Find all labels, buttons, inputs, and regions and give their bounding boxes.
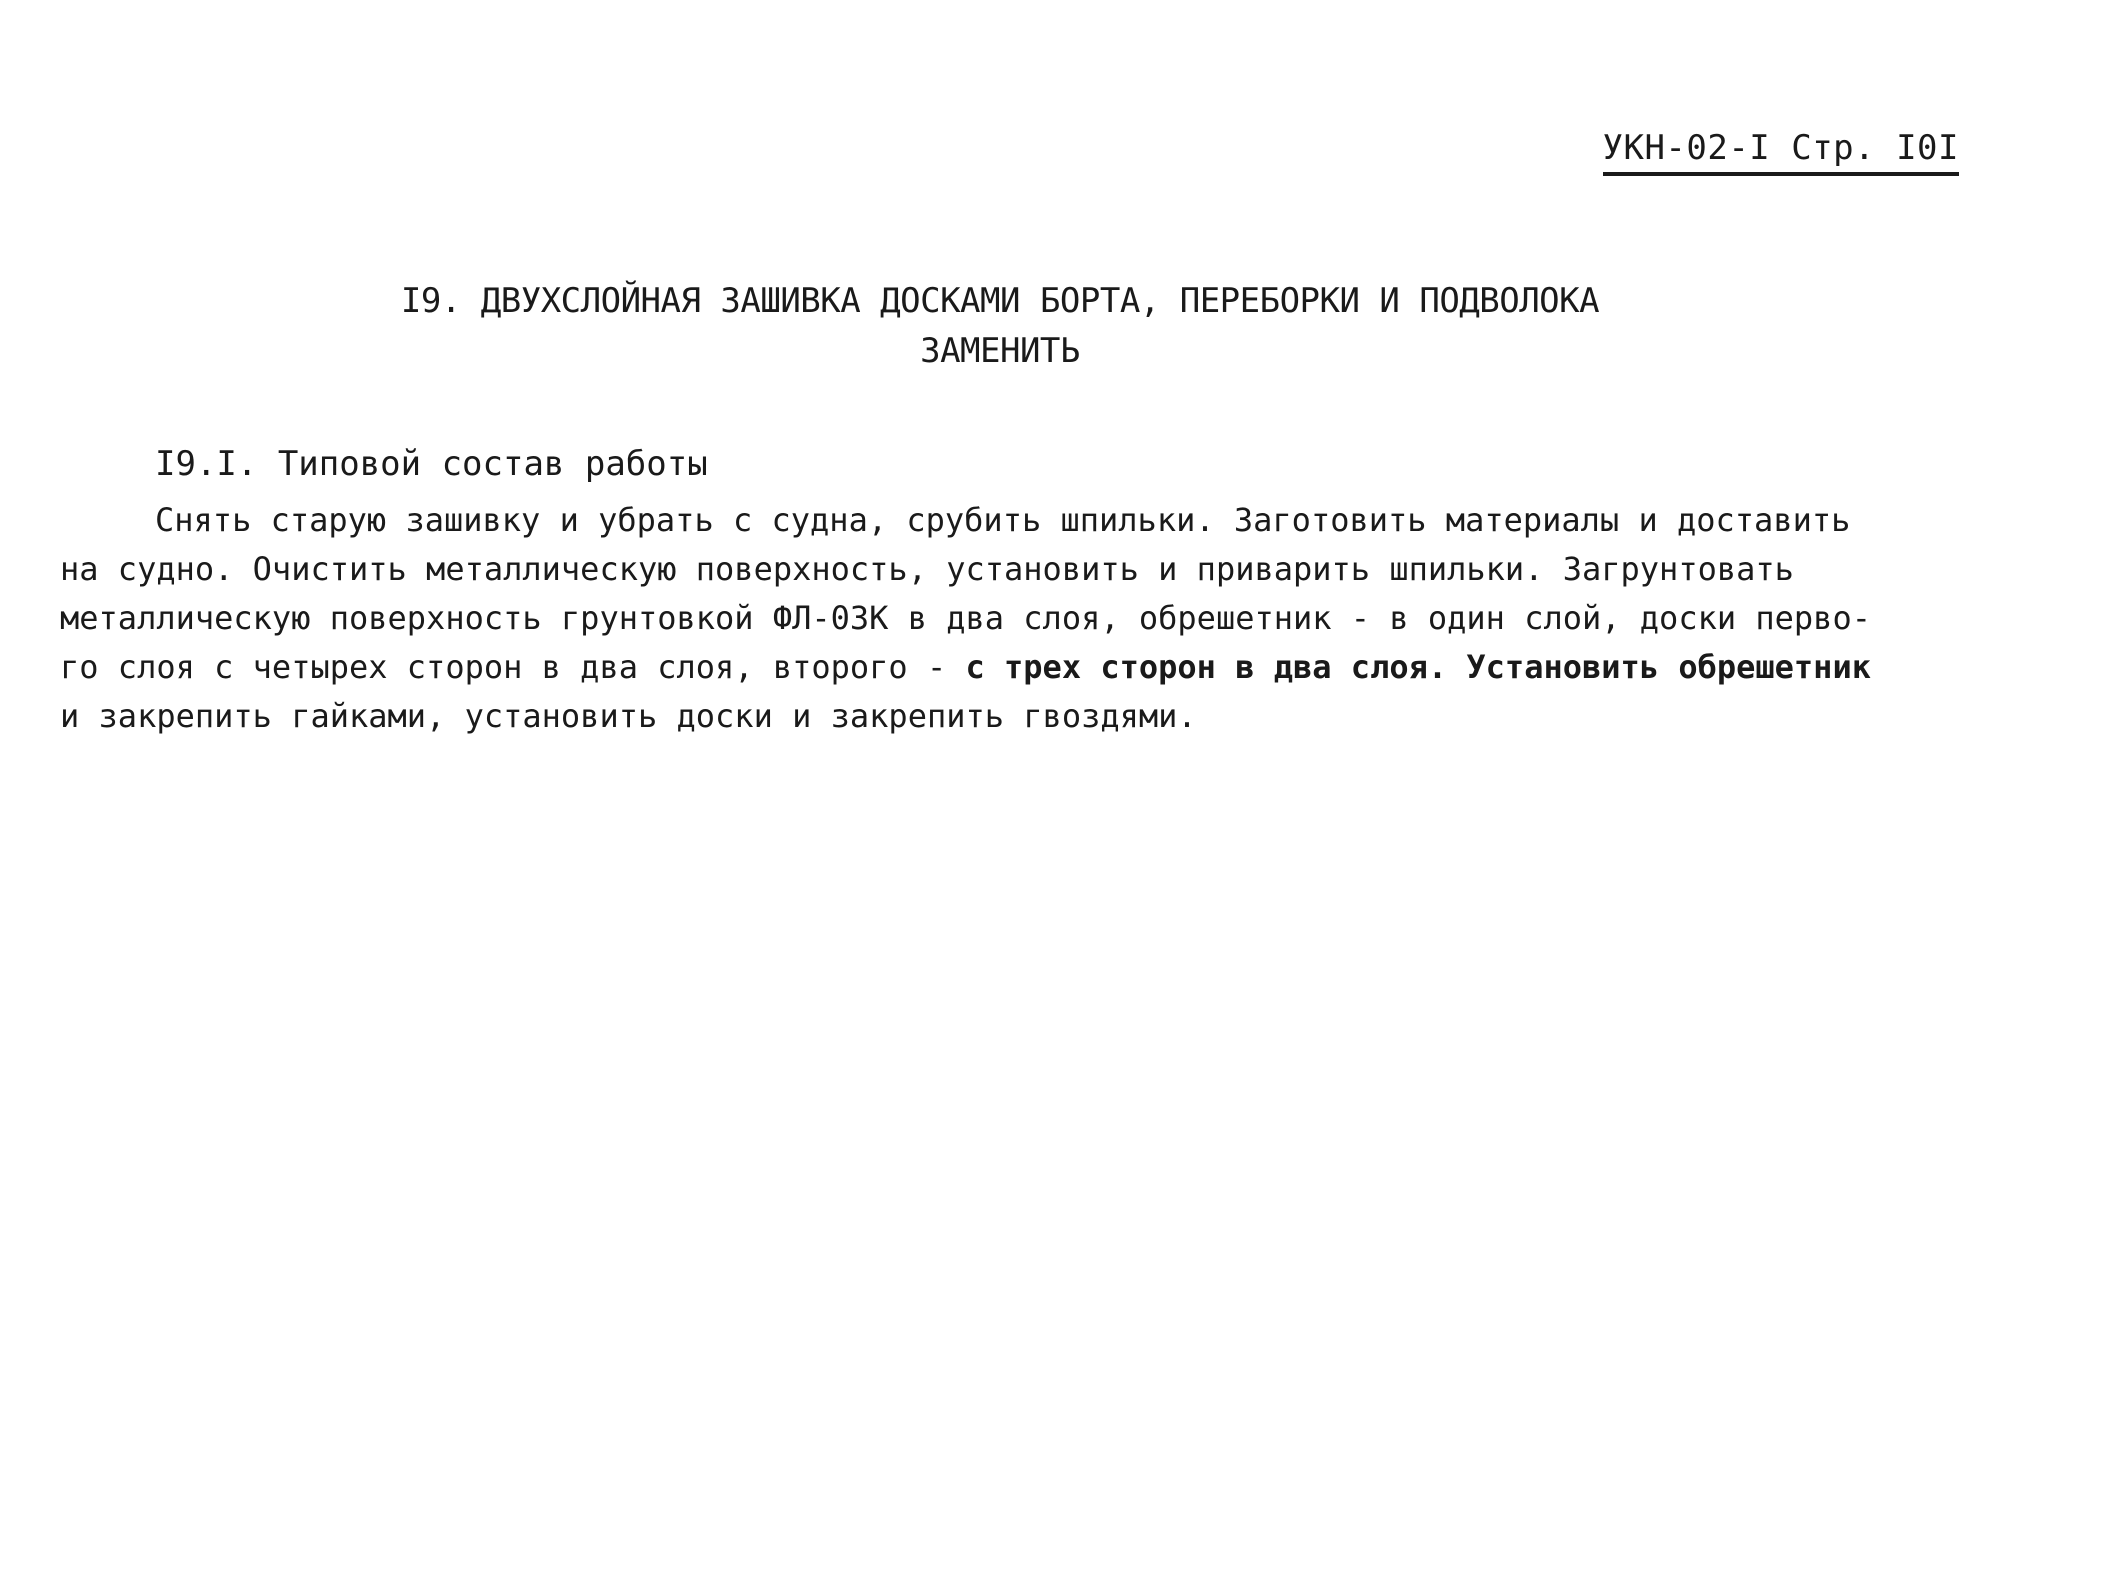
section-title-line-2: ЗАМЕНИТЬ bbox=[920, 331, 1080, 371]
body-line-2: на судно. Очистить металлическую поверхность, установить и приварить шпильки. Загрунтовать bbox=[60, 550, 1794, 588]
body-line-4 bbox=[60, 643, 1990, 692]
body-line-1: Снять старую зашивку и убрать с судна, срубить шпильки. Заготовить материалы и доставить bbox=[155, 501, 1851, 539]
body-line-5: и закрепить гайками, установить доски и закрепить гвоздями. bbox=[60, 697, 1197, 735]
body-line-4-bold: с трех сторон в два слоя. Установить обрешетник bbox=[965, 648, 1871, 686]
body-line-4-regular: го слоя с четырех сторон в два слоя, второго - bbox=[60, 648, 966, 686]
body-paragraph bbox=[60, 496, 1990, 741]
section-title-line-1: I9. ДВУХСЛОЙНАЯ ЗАШИВКА ДОСКАМИ БОРТА, ПЕРЕБОРКИ И ПОДВОЛОКА bbox=[400, 281, 1600, 321]
section-title bbox=[0, 276, 2000, 376]
document-code-header: УКН-02-I Стр. I0I bbox=[1603, 128, 1960, 176]
body-line-3: металлическую поверхность грунтовкой ФЛ-03К в два слоя, обрешетник - в один слой, доски перво- bbox=[60, 599, 1871, 637]
subsection-heading: I9.I. Типовой состав работы bbox=[155, 444, 708, 484]
